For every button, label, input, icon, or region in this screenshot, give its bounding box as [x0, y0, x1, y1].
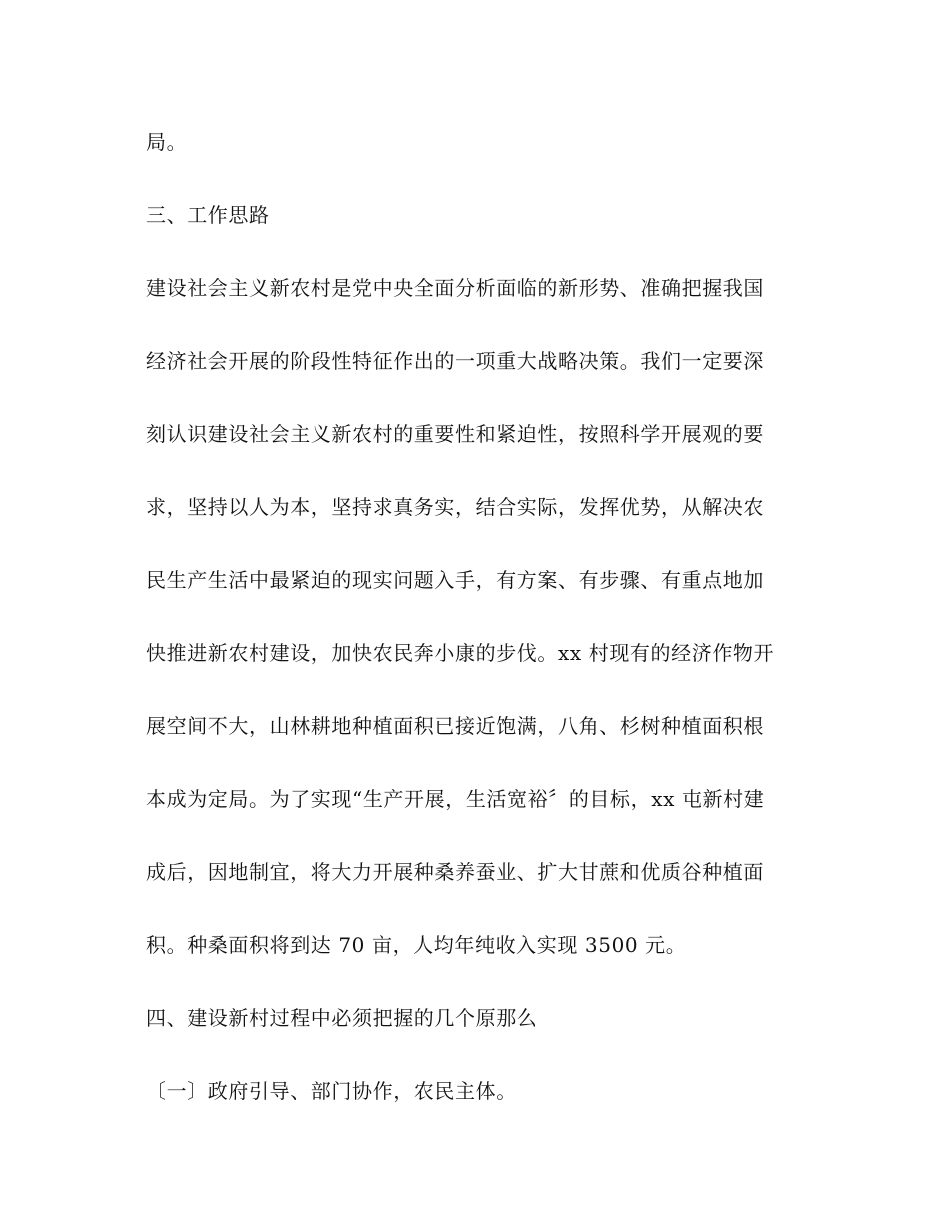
- paragraph-line: 民生产生活中最紧迫的现实问题入手，有方案、有步骤、有重点地加: [146, 568, 764, 592]
- paragraph-line: 成后，因地制宜，将大力开展种桑养蚕业、扩大甘蔗和优质谷种植面: [146, 860, 764, 884]
- paragraph-line: 快推进新农村建设，加快农民奔小康的步伐。xx 村现有的经济作物开: [146, 641, 775, 665]
- subsection-heading-1: 〔一〕政府引导、部门协作，农民主体。: [146, 1079, 517, 1103]
- paragraph-line: 刻认识建设社会主义新农村的重要性和紧迫性，按照科学开展观的要: [146, 422, 764, 446]
- paragraph-line: 建设社会主义新农村是党中央全面分析面临的新形势、准确把握我国: [146, 276, 764, 300]
- paragraph-line: 本成为定局。为了实现“生产开展，生活宽裕〞的目标，xx 屯新村建: [146, 787, 765, 811]
- paragraph-line: 展空间不大，山林耕地种植面积已接近饱满，八角、杉树种植面积根: [146, 714, 764, 738]
- paragraph-line: 求，坚持以人为本，坚持求真务实，结合实际，发挥优势，从解决农: [146, 495, 764, 519]
- paragraph-line-continuation: 局。: [146, 130, 188, 154]
- section-heading-4: 四、建设新村过程中必须把握的几个原那么: [146, 1006, 538, 1030]
- section-heading-3: 三、工作思路: [146, 203, 270, 227]
- paragraph-line: 经济社会开展的阶段性特征作出的一项重大战略决策。我们一定要深: [146, 349, 764, 373]
- paragraph-line: 积。种桑面积将到达 70 亩，人均年纯收入实现 3500 元。: [146, 933, 687, 957]
